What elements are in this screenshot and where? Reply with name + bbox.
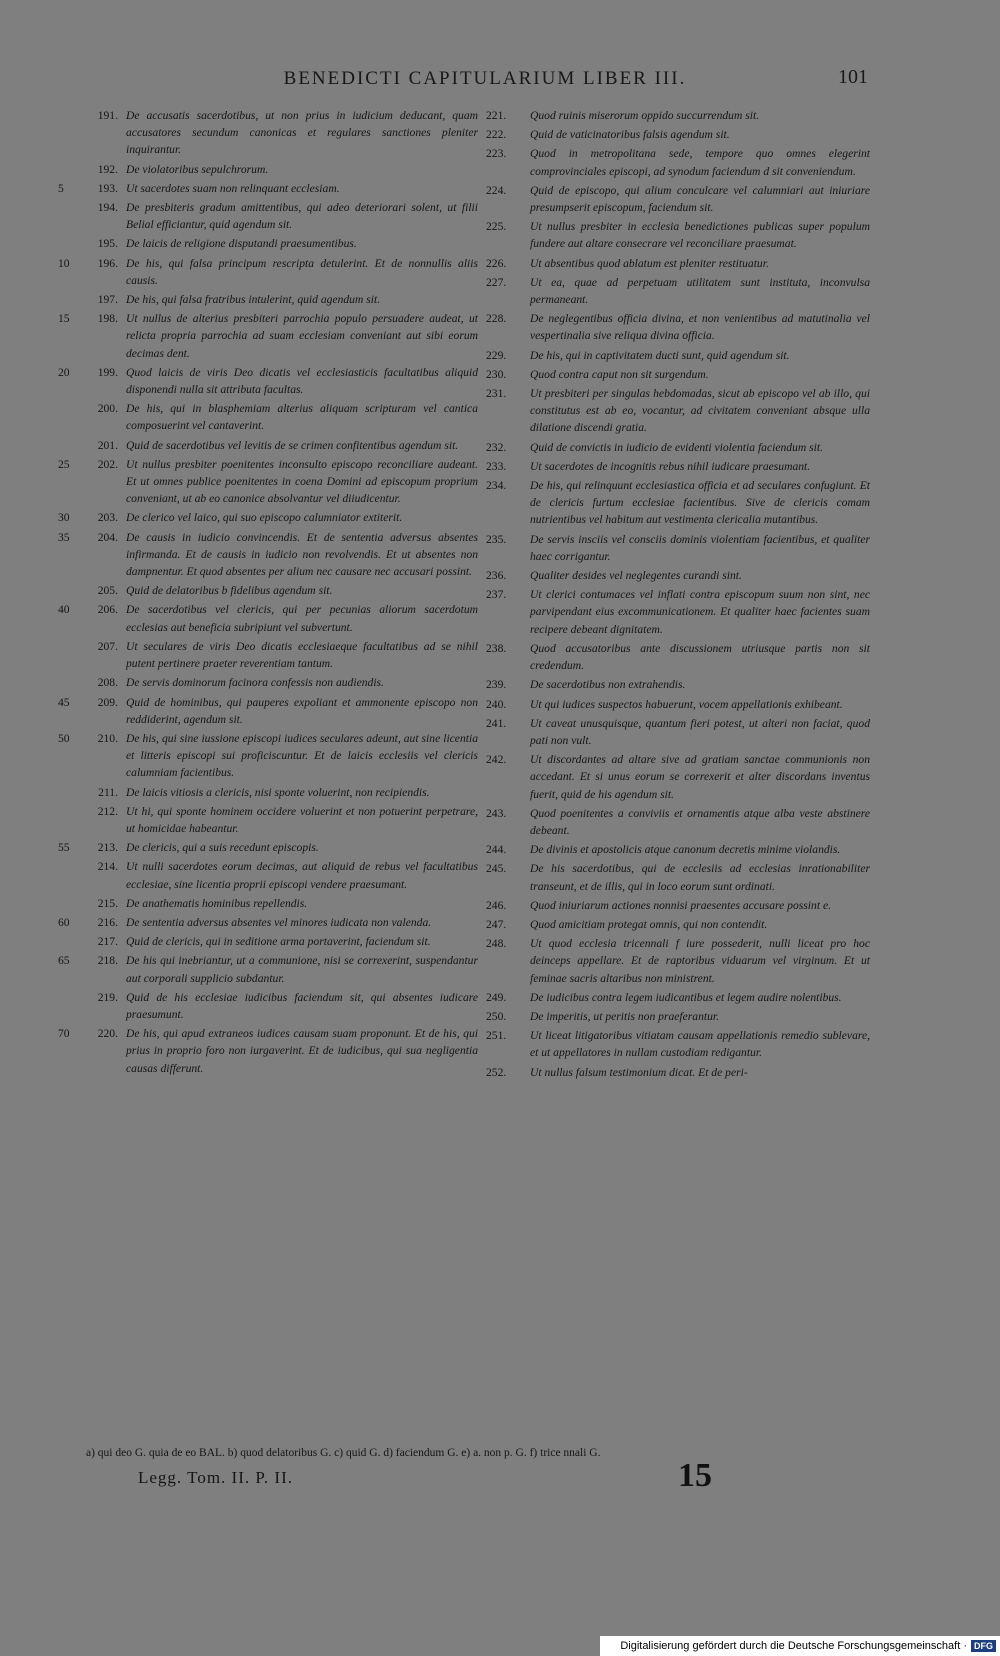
chapter-title: Ut nullus de alterius presbiteri parrochia populo persuadere audeat, ut relicta propria parrochia ad suam ecclesiam conveniant aut sibi eorum decimas dent. — [126, 312, 478, 360]
line-number — [58, 895, 86, 912]
list-item — [486, 1027, 870, 1061]
chapter-title: Quod laicis de viris Deo dicatis vel ecclesiasticis facultatibus aliquid disponendi nulla sit attributa facultas. — [126, 365, 478, 397]
chapter-number: 227. — [486, 275, 507, 289]
chapter-title: Quod in metropolitana sede, tempore quo omnes elegerint comprovinciales episcopi, ad synodum faciendum d sit conveniendum. — [530, 147, 870, 178]
chapter-title: De his sacerdotibus, qui de ecclesiis ad ecclesias inrationabiliter transeunt, et de illis, qui in loco eorum sunt ordinati. — [530, 862, 870, 893]
chapter-number: 229. — [486, 348, 507, 362]
list-item — [58, 638, 478, 672]
chapter-title: Ut discordantes ad altare sive ad gratiam sanctae communionis non accedant. Et si unus eorum se correxerit et alter discordans inventus fuerit, quid de his agendum sit. — [530, 753, 870, 801]
chapter-title: De laicis de religione disputandi praesumentibus. — [126, 237, 357, 251]
chapter-title: Quid de episcopo, qui alium conculcare vel calumniari aut iniuriare presumpserit episcopum, faciendum sit. — [530, 183, 870, 215]
chapter-title: De servis dominorum facinora confessis non audiendis. — [126, 676, 384, 690]
line-number — [58, 638, 86, 672]
chapter-title: De his, qui relinquunt ecclesiastica officia et ad seculares confugiunt. Et de clericis furtum ecclesiae facientibus. Sive de clericis comam nutrientibus vel habitum aut vestimenta clericalia mutantibus. — [530, 479, 870, 527]
line-number — [58, 989, 86, 1023]
chapter-title: Ut nullus presbiter in ecclesia benedictiones publicas super populum fundere aut altare consecrare vel reconciliare praesumat. — [530, 220, 870, 251]
list-item — [58, 694, 478, 728]
chapter-number: 237. — [486, 588, 507, 602]
line-number: 20 — [58, 365, 70, 379]
chapter-title: De his qui inebriantur, ut a communione, nisi se correxerint, suspendantur aut corporali supplicio subdantur. — [126, 954, 478, 985]
chapter-number: 224. — [486, 183, 507, 197]
list-item — [58, 1025, 478, 1077]
chapter-number: 245. — [486, 862, 507, 876]
chapter-title: Quod contra caput non sit surgendum. — [530, 367, 709, 381]
chapter-title: Ut sacerdotes de incognitis rebus nihil iudicare praesumant. — [530, 459, 811, 473]
chapter-title: Ut nullus presbiter poenitentes inconsulto episcopo reconciliare audeant. Et ut omnes publice poenitentes in coena Domini ad episcopum proprium conveniant, ut ab eo canonice absolvantur vel diiudicentur. — [126, 457, 478, 506]
list-item — [486, 439, 870, 456]
chapter-title: De clerico vel laico, qui suo episcopo calumniator extiterit. — [126, 511, 403, 525]
chapter-number: 209. — [97, 695, 118, 709]
right-column — [486, 107, 870, 1083]
chapter-number: 242. — [486, 753, 507, 767]
list-item — [486, 477, 870, 529]
chapter-title: Quod accusatoribus ante discussionem utriusque partis non sit credendum. — [530, 641, 870, 673]
line-number: 70 — [58, 1027, 70, 1041]
line-number: 35 — [58, 530, 70, 544]
list-item — [58, 989, 478, 1023]
chapter-title: Qualiter desides vel neglegentes curandi sint. — [530, 569, 742, 583]
list-item — [486, 458, 870, 475]
list-item — [58, 730, 478, 782]
running-title: BENEDICTI CAPITULARIUM LIBER III. — [283, 68, 687, 89]
list-item — [486, 145, 870, 179]
line-number: 40 — [58, 603, 70, 617]
chapter-number: 244. — [486, 843, 507, 857]
chapter-number: 222. — [486, 128, 507, 142]
chapter-title: Ut sacerdotes suam non relinquant ecclesiam. — [126, 181, 340, 195]
list-item — [486, 805, 870, 839]
line-number — [58, 291, 86, 308]
chapter-title: Ut nulli sacerdotes eorum decimas, aut aliquid de rebus vel facultatibus ecclesiae, sine licentia proprii episcopi vendere praesumant. — [126, 860, 478, 891]
list-item — [486, 751, 870, 803]
list-item — [58, 582, 478, 599]
dfg-logo: DFG — [971, 1640, 996, 1652]
chapter-title: Quid de convictis in iudicio de evidenti violentia faciendum sit. — [530, 440, 823, 454]
chapter-number: 223. — [486, 147, 507, 161]
list-item — [58, 310, 478, 362]
list-item — [486, 696, 870, 713]
chapter-number: 228. — [486, 312, 507, 326]
chapter-number: 250. — [486, 1009, 507, 1023]
list-item — [58, 107, 478, 159]
chapter-title: De imperitis, ut peritis non praeferantur. — [530, 1009, 720, 1023]
list-item — [486, 274, 870, 308]
line-number: 30 — [58, 511, 70, 525]
chapter-number: 234. — [486, 479, 507, 493]
list-item — [486, 347, 870, 364]
chapter-title: Ut nullus falsum testimonium dicat. Et de peri- — [530, 1065, 748, 1079]
chapter-number: 247. — [486, 917, 507, 931]
line-number: 50 — [58, 731, 70, 745]
list-item — [58, 437, 478, 454]
credit-bar — [600, 1636, 1000, 1656]
chapter-number: 239. — [486, 678, 507, 692]
chapter-title: Quod iniuriarum actiones nonnisi praesentes accusare possint e. — [530, 898, 831, 912]
chapter-number: 196. — [97, 256, 118, 270]
chapter-title: De servis insciis vel consciis dominis violentiam facientibus, et qualiter haec corrigantur. — [530, 532, 870, 563]
chapter-number: 207. — [97, 639, 118, 653]
chapter-title: De his, qui in captivitatem ducti sunt, quid agendum sit. — [530, 348, 790, 362]
chapter-title: De his, qui in blasphemiam alterius aliquam scripturam vel cantica composuerint vel cantaverint. — [126, 402, 478, 433]
list-item — [486, 385, 870, 437]
chapter-number: 233. — [486, 459, 507, 473]
line-number: 25 — [58, 457, 70, 471]
chapter-title: De divinis et apostolicis atque canonum decretis minime violandis. — [530, 843, 841, 857]
signature-mark: Legg. Tom. II. P. II. — [138, 1468, 294, 1487]
chapter-title: Ut liceat litigatoribus vitiatam causam appellationis remedio sublevare, et ut appellatores in nullam custodiam redigantur. — [530, 1029, 870, 1060]
list-item — [486, 841, 870, 858]
footnotes: a) qui deo G. quia de eo BAL. b) quod delatoribus G. c) quid G. d) faciendum G. e) a. non p. G. f) trice nnali G. — [86, 1447, 601, 1459]
chapter-title: Quid de sacerdotibus vel levitis de se crimen confitentibus agendum sit. — [126, 438, 459, 452]
chapter-title: Ut presbiteri per singulas hebdomadas, sicut ab episcopo vel ab illo, qui constitutus est ab eo, vocantur, ad civitatem conveniant absque ulla dilatione discendi gratia. — [530, 387, 870, 435]
chapter-title: De anathematis hominibus repellendis. — [126, 896, 308, 910]
chapter-title: De sacerdotibus vel clericis, qui per pecunias aliorum sacerdotum ecclesias aut beneficia subripiunt vel subvertunt. — [126, 603, 478, 634]
chapter-title: Quid de his ecclesiae iudicibus faciendum sit, qui absentes iudicare praesumunt. — [126, 990, 478, 1021]
chapter-number: 195. — [97, 237, 118, 251]
list-item — [486, 255, 870, 272]
list-item — [58, 784, 478, 801]
line-number: 10 — [58, 256, 70, 270]
chapter-number: 231. — [486, 387, 507, 401]
list-item — [58, 180, 478, 197]
line-number — [58, 582, 86, 599]
list-item — [58, 400, 478, 434]
list-item — [58, 914, 478, 931]
chapter-number: 211. — [98, 785, 118, 799]
chapter-title: Quod ruinis miserorum oppido succurrendum sit. — [530, 109, 760, 122]
line-number — [58, 674, 86, 691]
line-number: 5 — [58, 181, 64, 195]
chapter-title: Ut quod ecclesia tricennali f iure possederit, nulli liceat pro hoc deinceps appellare. Et de raptoribus viduarum vel virginum. Et ut feminae sacris altaribus non ministrent. — [530, 937, 870, 985]
line-number — [58, 437, 86, 454]
line-number — [58, 161, 86, 178]
list-item — [58, 199, 478, 233]
chapter-number: 215. — [97, 896, 118, 910]
chapter-title: Quod amicitiam protegat omnis, qui non contendit. — [530, 917, 768, 931]
chapter-number: 213. — [97, 841, 118, 855]
chapter-number: 220. — [97, 1027, 118, 1041]
list-item — [486, 310, 870, 344]
chapter-number: 202. — [97, 457, 118, 471]
line-number: 60 — [58, 915, 70, 929]
chapter-number: 252. — [486, 1065, 507, 1079]
chapter-title: De sententia adversus absentes vel minores iudicata non valenda. — [126, 915, 432, 929]
chapter-number: 226. — [486, 256, 507, 270]
list-item — [486, 1008, 870, 1025]
chapter-title: De laicis vitiosis a clericis, nisi sponte voluerint, non recipiendis. — [126, 785, 430, 799]
chapter-number: 198. — [97, 312, 118, 326]
line-number — [58, 784, 86, 801]
list-item — [486, 182, 870, 216]
chapter-title: De iudicibus contra legem iudicantibus et legem audire nolentibus. — [530, 990, 842, 1004]
list-item — [58, 161, 478, 178]
line-number — [58, 107, 86, 159]
chapter-number: 217. — [97, 935, 118, 949]
chapter-title: Ut seculares de viris Deo dicatis ecclesiaeque facultatibus ad se nihil putent pertinere praeter reverentiam tantum. — [126, 639, 478, 671]
chapter-title: De presbiteris gradum amittentibus, qui adeo deteriorari solent, ut filii Belial efficiantur, quid agendum sit. — [126, 201, 478, 232]
list-item — [58, 255, 478, 289]
chapter-title: De sacerdotibus non extrahendis. — [530, 678, 686, 692]
chapter-number: 197. — [97, 293, 118, 307]
line-number: 15 — [58, 312, 70, 326]
chapter-number: 214. — [97, 860, 118, 874]
chapter-title: De his, qui falsa fratribus intulerint, quid agendum sit. — [126, 293, 381, 307]
left-column — [58, 107, 478, 1079]
line-number — [58, 235, 86, 252]
list-item — [58, 291, 478, 308]
line-number: 65 — [58, 954, 70, 968]
list-item — [486, 640, 870, 674]
list-item — [58, 952, 478, 986]
list-item — [486, 897, 870, 914]
chapter-number: 200. — [97, 402, 118, 416]
chapter-number: 243. — [486, 806, 507, 820]
chapter-title: De violatoribus sepulchrorum. — [126, 162, 269, 176]
list-item — [486, 989, 870, 1006]
chapter-number: 238. — [486, 641, 507, 655]
line-number: 55 — [58, 841, 70, 855]
chapter-number: 236. — [486, 569, 507, 583]
chapter-title: De his, qui falsa principum rescripta detulerint. Et de nonnullis aliis causis. — [126, 256, 478, 287]
chapter-number: 193. — [97, 181, 118, 195]
list-item — [486, 366, 870, 383]
list-item — [58, 601, 478, 635]
chapter-number: 205. — [97, 584, 118, 598]
line-number — [58, 199, 86, 233]
chapter-title: De accusatis sacerdotibus, ut non prius in iudicium deducant, quam accusatores secundum canonicas et regulares sanctiones pleniter inquirantur. — [126, 109, 478, 157]
chapter-number: 192. — [97, 162, 118, 176]
chapter-number: 232. — [486, 440, 507, 454]
chapter-number: 246. — [486, 898, 507, 912]
chapter-number: 191. — [97, 109, 118, 122]
list-item — [58, 674, 478, 691]
chapter-title: Ut absentibus quod ablatum est pleniter restituatur. — [530, 256, 769, 270]
list-item — [58, 456, 478, 508]
chapter-number: 199. — [97, 365, 118, 379]
list-item — [58, 235, 478, 252]
list-item — [486, 531, 870, 565]
chapter-number: 206. — [97, 603, 118, 617]
list-item — [486, 126, 870, 143]
chapter-title: De neglegentibus officia divina, et non venientibus ad matutinalia vel vespertinalia sive reliqua divina officia. — [530, 312, 870, 343]
chapter-number: 249. — [486, 990, 507, 1004]
chapter-number: 203. — [97, 511, 118, 525]
chapter-title: Ut ea, quae ad perpetuam utilitatem sunt instituta, inconvulsa permaneant. — [530, 275, 870, 307]
chapter-title: Quid de delatoribus b fidelibus agendum sit. — [126, 584, 333, 598]
list-item — [486, 676, 870, 693]
line-number — [58, 933, 86, 950]
line-number — [58, 858, 86, 892]
chapter-number: 216. — [97, 915, 118, 929]
chapter-title: Ut qui iudices suspectos habuerunt, vocem appellationis exhibeant. — [530, 697, 843, 711]
chapter-title: Ut caveat unusquisque, quantum fieri potest, ut alteri non faciat, quod pati non vult. — [530, 716, 870, 747]
chapter-number: 221. — [486, 109, 507, 122]
line-number — [58, 400, 86, 434]
chapter-title: De clericis, qui a suis recedunt episcopis. — [126, 841, 319, 855]
chapter-number: 248. — [486, 937, 507, 951]
chapter-title: Quod poenitentes a conviviis et ornamentis atque alba veste abstinere debeant. — [530, 806, 870, 837]
list-item — [58, 529, 478, 581]
list-item — [486, 107, 870, 124]
chapter-title: De his, qui sine iussione episcopi iudices seculares adeunt, aut sine licentia et litteris episcopi sui proficiscuntur. Et de laicis ecclesiis vel clericis calumniam facientibus. — [126, 731, 478, 780]
chapter-number: 218. — [97, 954, 118, 968]
list-item — [486, 218, 870, 252]
list-item — [486, 586, 870, 638]
chapter-number: 208. — [97, 676, 118, 690]
chapter-number: 204. — [97, 530, 118, 544]
list-item — [58, 933, 478, 950]
list-item — [486, 860, 870, 894]
chapter-title: De his, qui apud extraneos iudices causam suam proponunt. Et de his, qui prius in proprio foro non iurgaverint. Et de iudicibus, qui sua negligentia causas differunt. — [126, 1027, 478, 1075]
chapter-number: 210. — [97, 731, 118, 745]
list-item — [486, 1064, 870, 1081]
line-number: 45 — [58, 695, 70, 709]
sheet-number: 15 — [678, 1457, 712, 1494]
chapter-number: 201. — [97, 438, 118, 452]
chapter-number: 240. — [486, 697, 507, 711]
chapter-title: Quid de hominibus, qui pauperes expoliant et ammonente episcopo non reddiderint, agendum sit. — [126, 695, 478, 726]
chapter-title: Quid de vaticinatoribus falsis agendum sit. — [530, 128, 730, 142]
list-item — [58, 895, 478, 912]
chapter-title: De causis in iudicio convincendis. Et de sententia adversus absentes infirmanda. Et de causis in iudicio non revolvendis. Et ut absentes non dampnentur. Et quod absentes per alium nec causare nec accusari possint. — [126, 530, 478, 579]
list-item — [58, 858, 478, 892]
list-item — [58, 803, 478, 837]
chapter-title: Quid de clericis, qui in seditione arma portaverint, faciendum sit. — [126, 935, 431, 949]
list-item — [486, 916, 870, 933]
chapter-number: 241. — [486, 716, 507, 730]
chapter-number: 194. — [97, 201, 118, 215]
list-item — [58, 509, 478, 526]
chapter-number: 212. — [97, 804, 118, 818]
page-number: 101 — [838, 66, 868, 88]
chapter-number: 235. — [486, 532, 507, 546]
chapter-title: Ut clerici contumaces vel inflati contra episcopum suum non sint, nec parvipendant eius excommunicationem. Et qualiter haec facientes suam recipere debeant dignitatem. — [530, 588, 870, 636]
line-number — [58, 803, 86, 837]
list-item — [58, 839, 478, 856]
list-item — [486, 715, 870, 749]
list-item — [486, 935, 870, 987]
chapter-number: 230. — [486, 367, 507, 381]
list-item — [486, 567, 870, 584]
chapter-number: 225. — [486, 220, 507, 234]
chapter-number: 251. — [486, 1029, 507, 1043]
chapter-number: 219. — [97, 990, 118, 1004]
credit-text: Digitalisierung gefördert durch die Deutsche Forschungsgemeinschaft · — [620, 1640, 967, 1652]
list-item — [58, 364, 478, 398]
chapter-title: Ut hi, qui sponte hominem occidere voluerint et non potuerint perpetrare, ut homicidae habeantur. — [126, 804, 478, 835]
